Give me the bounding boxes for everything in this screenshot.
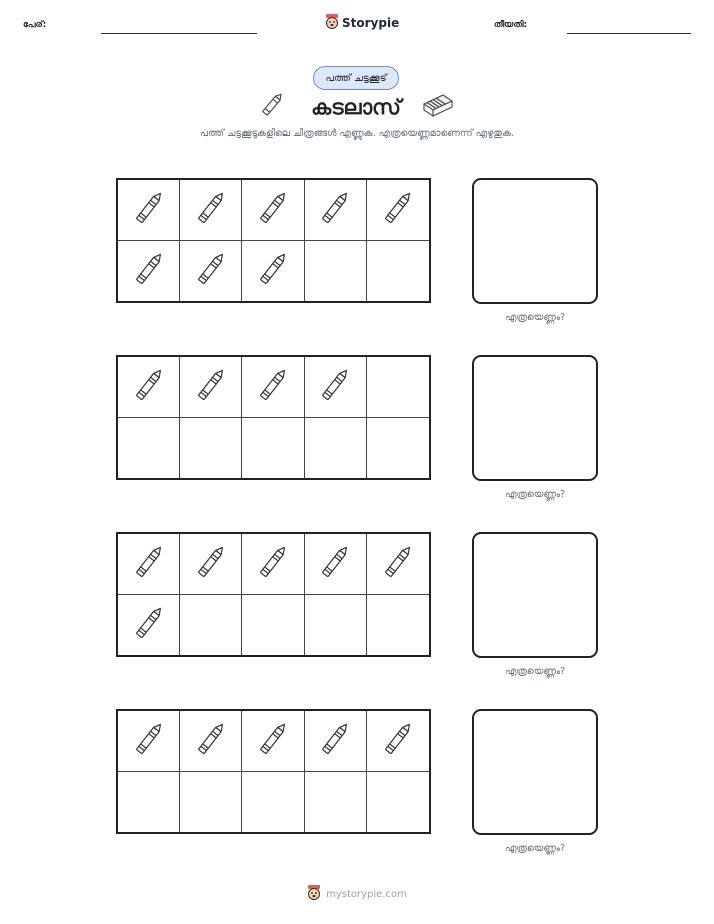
- ten-frame-cell: [242, 595, 304, 656]
- footer-url: mystorypie.com: [326, 888, 407, 900]
- ten-frame-cell: [367, 534, 429, 595]
- storypie-logo: [325, 13, 399, 33]
- ten-frame-cell: [367, 772, 429, 833]
- ten-frame-cell: [118, 241, 180, 302]
- ten-frame-cell: [118, 357, 180, 418]
- brand-name: Storypie: [342, 16, 400, 30]
- crayon-icon: [193, 187, 229, 233]
- ten-frame-cell: [242, 772, 304, 833]
- ten-frame-3: [116, 532, 431, 657]
- crayon-icon: [131, 364, 167, 410]
- answer-box-3[interactable]: [472, 532, 598, 658]
- ten-frame-cell: [242, 357, 304, 418]
- crayon-icon: [255, 248, 291, 294]
- crayon-icon: [255, 187, 291, 233]
- date-label: തീയതി:: [494, 20, 528, 30]
- ten-frame-cell: [367, 180, 429, 241]
- ten-frame-cell: [305, 418, 367, 479]
- ten-frame-cell: [118, 711, 180, 772]
- ten-frame-cell: [180, 711, 242, 772]
- ten-frame-cell: [305, 241, 367, 302]
- ten-frame-cell: [242, 180, 304, 241]
- how-many-label-3: എത്രയെണ്ണം?: [504, 666, 566, 677]
- ten-frame-cell: [242, 534, 304, 595]
- crayon-icon: [255, 364, 291, 410]
- crayon-icon: [380, 187, 416, 233]
- page-title: കടലാസ്: [311, 94, 401, 119]
- ten-frame-cell: [305, 772, 367, 833]
- ten-frame-cell: [305, 595, 367, 656]
- ten-frame-cell: [367, 357, 429, 418]
- crayon-icon: [317, 364, 353, 410]
- crayon-icon: [131, 718, 167, 764]
- crayon-icon: [255, 718, 291, 764]
- crayon-icon: [317, 541, 353, 587]
- ten-frame-4: [116, 709, 431, 834]
- worksheet-type-badge: പത്ത് ചട്ടക്കൂട്: [313, 66, 399, 90]
- ten-frame-cell: [305, 357, 367, 418]
- ten-frame-cell: [180, 595, 242, 656]
- ten-frame-cell: [305, 534, 367, 595]
- crayon-icon: [255, 541, 291, 587]
- crayon-icon: [193, 718, 229, 764]
- ten-frame-cell: [367, 595, 429, 656]
- name-field[interactable]: [101, 33, 257, 34]
- ten-frame-cell: [180, 357, 242, 418]
- crayon-icon: [317, 718, 353, 764]
- ten-frame-cell: [180, 534, 242, 595]
- ten-frame-cell: [367, 711, 429, 772]
- ten-frame-cell: [242, 241, 304, 302]
- how-many-label-4: എത്രയെണ്ണം?: [504, 843, 566, 854]
- ten-frame-cell: [180, 180, 242, 241]
- ten-frame-1: [116, 178, 431, 303]
- ten-frame-2: [116, 355, 431, 480]
- ten-frame-cell: [242, 418, 304, 479]
- crayon-icon: [193, 541, 229, 587]
- eraser-icon: [421, 92, 455, 122]
- footer: [0, 884, 714, 904]
- ten-frame-cell: [180, 772, 242, 833]
- ten-frame-cell: [367, 418, 429, 479]
- ten-frame-cell: [367, 241, 429, 302]
- crayon-icon: [193, 364, 229, 410]
- answer-box-1[interactable]: [472, 178, 598, 304]
- crayon-icon: [380, 541, 416, 587]
- how-many-label-1: എത്രയെണ്ണം?: [504, 312, 566, 323]
- crayon-icon: [131, 541, 167, 587]
- name-label: പേര്:: [23, 20, 47, 30]
- ten-frame-cell: [118, 772, 180, 833]
- ten-frame-cell: [305, 180, 367, 241]
- crayon-icon: [131, 248, 167, 294]
- title-row: [0, 90, 714, 124]
- ten-frame-cell: [180, 418, 242, 479]
- date-field[interactable]: [567, 33, 691, 34]
- bear-mascot-icon: [325, 13, 339, 33]
- crayon-icon: [131, 602, 167, 648]
- crayon-icon: [131, 187, 167, 233]
- ten-frame-cell: [118, 180, 180, 241]
- ten-frame-cell: [180, 241, 242, 302]
- ten-frame-cell: [242, 711, 304, 772]
- ten-frame-cell: [118, 418, 180, 479]
- ten-frame-cell: [118, 534, 180, 595]
- crayon-icon: [193, 248, 229, 294]
- crayon-icon: [317, 187, 353, 233]
- answer-box-4[interactable]: [472, 709, 598, 835]
- crayon-icon: [380, 718, 416, 764]
- answer-box-2[interactable]: [472, 355, 598, 481]
- ten-frame-cell: [305, 711, 367, 772]
- instructions: പത്ത് ചട്ടക്കൂടുകളിലെ ചിത്രങ്ങൾ എണ്ണുക. എത്രയെണ്ണമാണെന്ന് എഴുതുക.: [199, 128, 515, 139]
- bear-mascot-icon: [307, 884, 321, 904]
- crayon-icon: [259, 90, 285, 124]
- how-many-label-2: എത്രയെണ്ണം?: [504, 489, 566, 500]
- ten-frame-cell: [118, 595, 180, 656]
